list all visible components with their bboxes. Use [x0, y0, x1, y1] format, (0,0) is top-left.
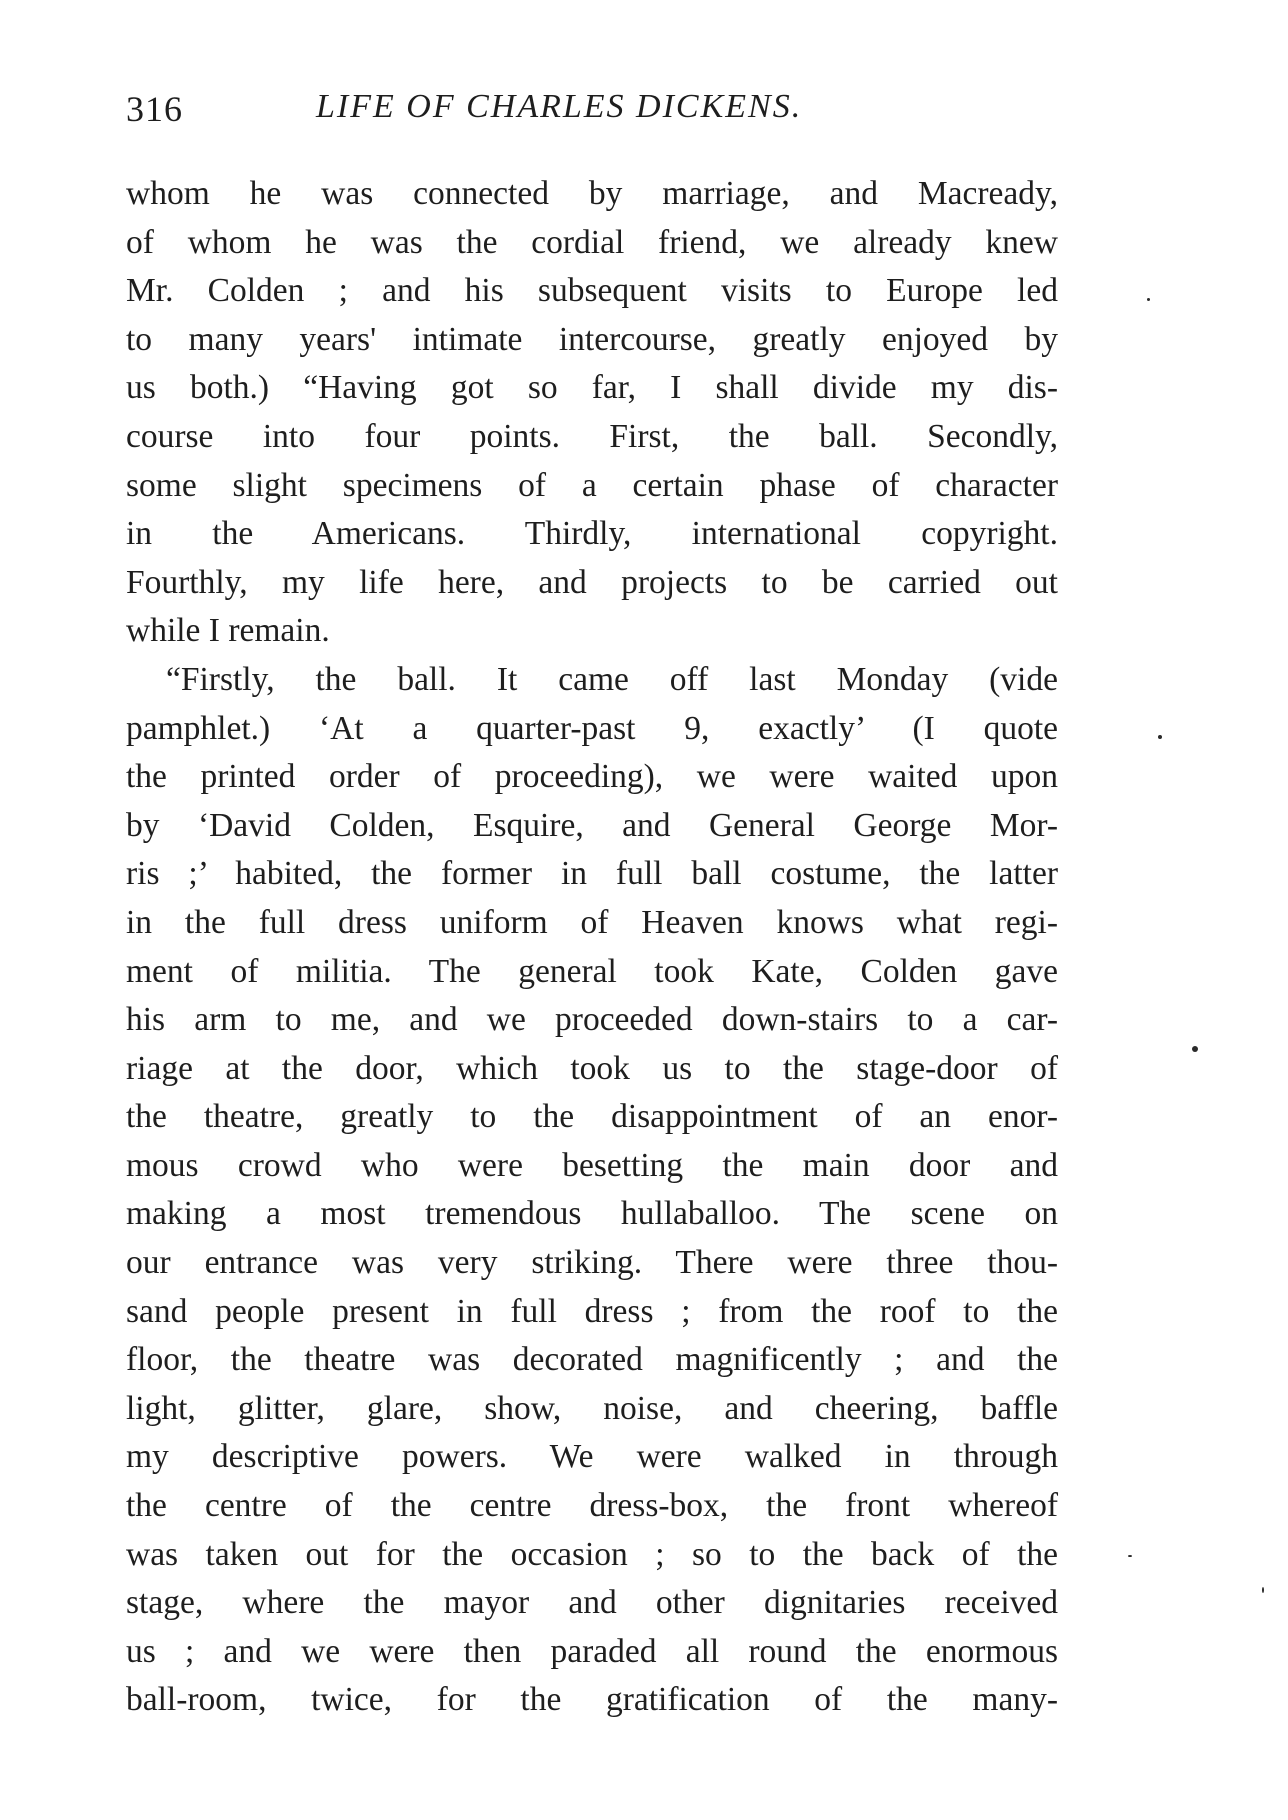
scan-speck — [1158, 735, 1162, 739]
body-text — [126, 170, 1058, 1725]
text-line: ball-room, twice, for the gratification of the many- — [126, 1681, 1058, 1719]
text-line: ment of militia. The general took Kate, Colden gave — [126, 952, 1058, 990]
text-line: stage, where the mayor and other dignitaries received — [126, 1584, 1058, 1622]
page-header — [126, 88, 1066, 138]
text-line: Fourthly, my life here, and projects to be carried out — [126, 563, 1058, 601]
text-line: our entrance was very striking. There were three thou- — [126, 1244, 1058, 1282]
text-line: mous crowd who were besetting the main door and — [126, 1146, 1058, 1184]
page-number: 316 — [126, 89, 183, 129]
text-line: us both.) “Having got so far, I shall divide my dis- — [126, 369, 1058, 407]
text-line: “Firstly, the ball. It came off last Monday (vide — [166, 660, 1058, 698]
text-line: ris ;’ habited, the former in full ball costume, the latter — [126, 855, 1058, 893]
running-head: LIFE OF CHARLES DICKENS. — [316, 88, 803, 125]
text-line: Mr. Colden ; and his subsequent visits to Europe led — [126, 272, 1058, 310]
text-line: to many years' intimate intercourse, greatly enjoyed by — [126, 320, 1058, 358]
text-line: pamphlet.) ‘At a quarter-past 9, exactly’ (I quote — [126, 709, 1058, 747]
scan-speck — [1262, 1587, 1264, 1593]
text-line: his arm to me, and we proceeded down-stairs to a car- — [126, 1001, 1058, 1039]
text-line: the theatre, greatly to the disappointment of an enor- — [126, 1098, 1058, 1136]
text-line: sand people present in full dress ; from the roof to the — [126, 1292, 1058, 1330]
text-line: my descriptive powers. We were walked in through — [126, 1438, 1058, 1476]
text-line: us ; and we were then paraded all round the enormous — [126, 1632, 1058, 1670]
text-line: by ‘David Colden, Esquire, and General George Mor- — [126, 806, 1058, 844]
text-line: the centre of the centre dress-box, the front whereof — [126, 1487, 1058, 1525]
scan-speck — [1128, 1555, 1132, 1557]
text-line: whom he was connected by marriage, and Macready, — [126, 175, 1058, 212]
scan-speck — [1192, 1046, 1198, 1052]
text-line: riage at the door, which took us to the stage-door of — [126, 1049, 1058, 1087]
text-line: making a most tremendous hullaballoo. The scene on — [126, 1195, 1058, 1233]
text-line: some slight specimens of a certain phase of character — [126, 466, 1058, 504]
text-line: of whom he was the cordial friend, we already knew — [126, 223, 1058, 261]
text-line: the printed order of proceeding), we were waited upon — [126, 758, 1058, 796]
text-line: in the Americans. Thirdly, international copyright. — [126, 515, 1058, 553]
text-line: light, glitter, glare, show, noise, and cheering, baffle — [126, 1389, 1058, 1427]
text-line: floor, the theatre was decorated magnificently ; and the — [126, 1341, 1058, 1379]
text-line: while I remain. — [126, 612, 330, 650]
scan-speck — [1147, 298, 1150, 301]
text-line: in the full dress uniform of Heaven knows what regi- — [126, 903, 1058, 941]
text-line: course into four points. First, the ball. Secondly, — [126, 417, 1058, 455]
text-line: was taken out for the occasion ; so to the back of the — [126, 1535, 1058, 1573]
